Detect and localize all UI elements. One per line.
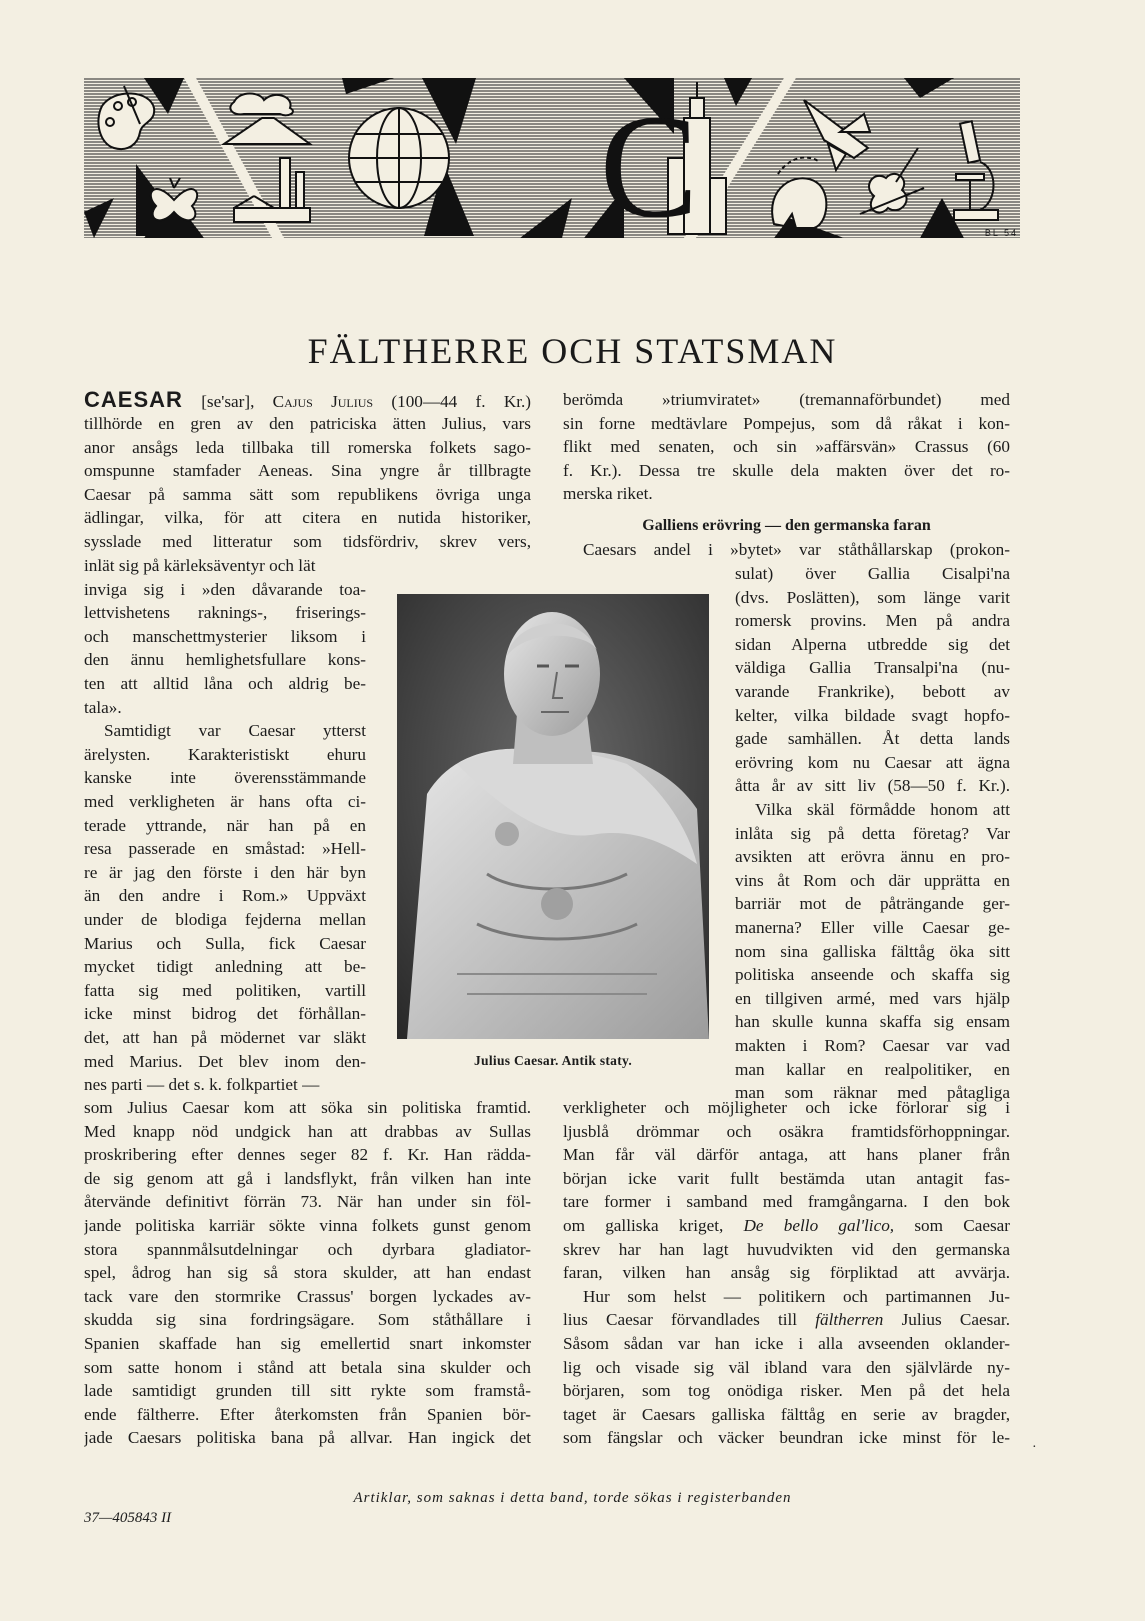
- text-line: tare former i samband med framgångarna. I den bok: [563, 1192, 1010, 1212]
- letter-c-banner: [84, 78, 1020, 249]
- text-line: man kallar en realpolitiker, en: [735, 1059, 1010, 1079]
- text-line: en tillgiven armé, med vars hjälp: [735, 988, 1010, 1008]
- text-line: spel, ådrog han sig så stora skulder, att han endast: [84, 1263, 531, 1283]
- text-line: lig och visade sig väl ibland vara den självlärde ny-: [563, 1357, 1010, 1377]
- photo-caption: Julius Caesar. Antik staty.: [473, 1053, 632, 1068]
- hur-post: Julius Caesar.: [901, 1310, 1010, 1330]
- text-line: Såsom sådan var han icke i alla avseenden oklander-: [563, 1334, 1010, 1353]
- text-line: resa passerade en småstad: »Hell-: [84, 839, 366, 859]
- text-line: inlåta sig på detta företag? Var: [735, 823, 1010, 843]
- text-line: det, att han på mödernet var släkt: [84, 1028, 366, 1047]
- text-line: Hur som helst — politikern och partimannen Ju-: [583, 1286, 1010, 1306]
- text-line: tack vare den stormrike Crassus' borgen lyckades av-: [84, 1286, 531, 1306]
- text-line: lade samtidigt grunden till sitt rykte som framstå-: [84, 1381, 531, 1401]
- text-line: som satte honom i stånd att betala sina skulder och: [84, 1357, 531, 1377]
- text-line: flikt med senaten, och sin »affärsvän» Crassus (60: [563, 437, 1010, 457]
- text-line: skudda sig sina fordringsägare. Som ståthållare i: [84, 1310, 531, 1330]
- text-line: ärelysten. Karakteristiskt ehuru: [84, 744, 366, 764]
- text-line: som Julius Caesar kom att söka sin politiska framtid.: [84, 1098, 531, 1117]
- headword-line: [84, 388, 531, 412]
- text-line: mycket tidigt anledning att be-: [84, 957, 366, 977]
- text-line: med Marius. Det blev inom den-: [84, 1051, 366, 1071]
- text-line: tillhörde en gren av den patriciska ätten Julius, vars: [84, 414, 531, 433]
- caesar-statue-photo: [397, 594, 709, 1039]
- text-line: merska riket.: [563, 484, 653, 504]
- section-heading: Galliens erövring — den germanska faran: [642, 517, 931, 534]
- text-line: kanske inte överensstämmande: [84, 768, 366, 788]
- text-line: som fängslar och väcker beundran icke minst för le-: [563, 1428, 1010, 1448]
- text-line: de sig genom att gå i landsflykt, från vilken han inte: [84, 1168, 531, 1188]
- text-line: nes parti — det s. k. folkpartiet —: [84, 1075, 320, 1095]
- text-line: jade Caesars politiska bana på allvar. Han ingick det: [84, 1428, 531, 1448]
- text-line: Vilka skäl förmådde honom att: [755, 800, 1010, 819]
- text-line: under de blodiga fejderna mellan: [84, 910, 366, 929]
- text-line: makten i Rom? Caesar var vad: [735, 1036, 1010, 1055]
- text-line: än den andre i Rom.» Uppväxt: [84, 886, 366, 906]
- text-line: vins åt Rom och där upprätta en: [735, 870, 1010, 890]
- text-line: den ännu hemlighetsfullare kons-: [84, 650, 366, 670]
- text-line: kelter, vilka bildade svagt hopfo-: [735, 705, 1010, 725]
- text-line: åtta år av sitt liv (58—50 f. Kr.).: [735, 776, 1010, 796]
- banner-letter: C: [599, 85, 699, 249]
- text-line: terade yttrande, när han på en: [84, 815, 366, 835]
- text-line: romersk provins. Men på andra: [735, 611, 1010, 631]
- text-line: Spanien skaffade han sig emellertid snart inkomster: [84, 1334, 531, 1353]
- life-dates: (100—44 f. Kr.): [391, 392, 531, 411]
- text-line: ädlingar, vilka, för att citera en nutida historiker,: [84, 508, 531, 528]
- text-line: f. Kr.). Dessa tre skulle dela makten över det ro-: [563, 460, 1010, 480]
- article-title: FÄLTHERRE OCH STATSMAN: [307, 331, 838, 371]
- banner-illustration: [84, 78, 1020, 249]
- text-line: börjaren, som tog onödiga risker. Men på det hela: [563, 1381, 1010, 1401]
- text-line: [563, 1308, 1010, 1332]
- text-line: avsikten att erövra ännu en pro-: [735, 847, 1010, 867]
- text-line: fatta sig med politiken, vartill: [84, 980, 366, 1000]
- text-line: sidan Alperna utbredde sig det: [735, 634, 1010, 654]
- text-line: Marius och Sulla, fick Caesar: [84, 933, 366, 953]
- text-line: nom sina galliska fälttåg öka sitt: [735, 941, 1010, 961]
- text-line: [563, 1214, 1010, 1238]
- text-line: omspunne stamfader Aeneas. Sina yngre år tillbragte: [84, 461, 531, 481]
- book-pre: om galliska kriget,: [563, 1216, 724, 1235]
- text-line: faran, vilken han ansåg sig förpliktad att avvärja.: [563, 1263, 1010, 1283]
- full-name: Cajus Julius: [272, 392, 374, 411]
- book-title: De bello gal'lico,: [743, 1216, 895, 1235]
- text-line: han skulle kunna skaffa sig ensam: [735, 1012, 1010, 1032]
- book-post: som Caesar: [914, 1216, 1010, 1235]
- text-line: varande Frankrike), bebott av: [735, 682, 1010, 701]
- text-line: återvände definitivt förrän 73. När han under sin föl-: [84, 1192, 531, 1212]
- column2-paragraph-start: Caesars andel i »bytet» var ståthållarskap (prokon-: [583, 540, 1010, 559]
- text-line: Med knapp nöd undgick han att drabbas av Sullas: [84, 1121, 531, 1141]
- text-line: man som räknar med påtagliga: [735, 1083, 1010, 1103]
- continuation-mark: ·: [1032, 1440, 1037, 1455]
- text-line: re är jag den förste i den här byn: [84, 862, 366, 882]
- text-line: gade samhällen. Åt detta lands: [735, 729, 1010, 749]
- print-number: 37—405843 II: [84, 1510, 172, 1526]
- text-line: Samtidigt var Caesar ytterst: [104, 721, 366, 741]
- text-line: sysslade med litteratur som tidsfördriv, skrev vers,: [84, 532, 531, 551]
- footer-note: Artiklar, som saknas i detta band, torde sökas i registerbanden: [353, 1490, 792, 1506]
- text-line: skrev har han lagt huvudvikten vid den germanska: [563, 1239, 1010, 1259]
- text-line: början icke varit fullt bestämda utan antagit fas-: [563, 1168, 1010, 1188]
- text-line: barriär mot de påträngande ger-: [735, 894, 1010, 914]
- text-line: inviga sig i »den dåvarande toa-: [84, 579, 366, 599]
- text-line: ljusblå drömmar och osäkra framtidsförhoppningar.: [563, 1121, 1010, 1141]
- text-line: sulat) över Gallia Cisalpi'na: [735, 564, 1010, 583]
- text-line: inlät sig på kärleksäventyr och lät: [84, 556, 316, 575]
- headword: CAESAR: [84, 388, 183, 412]
- text-line: icke minst bidrog det förhållan-: [84, 1004, 366, 1024]
- text-line: väldiga Gallia Transalpi'na (nu-: [735, 658, 1010, 678]
- hur-pre: lius Caesar förvandlades till: [563, 1310, 798, 1330]
- text-line: berömda »triumviratet» (tremannaförbundet) med: [563, 390, 1010, 409]
- text-line: stora spannmålsutdelningar och dyrbara gladiator-: [84, 1239, 531, 1259]
- hur-em: fältherren: [815, 1310, 884, 1330]
- text-line: ten att alltid låna och aldrig be-: [84, 674, 366, 693]
- text-line: lettvishetens raknings-, friserings-: [84, 603, 366, 623]
- globe-icon: [349, 108, 449, 208]
- text-line: politiska anseende och skaffa sig: [735, 965, 1010, 985]
- artist-signature: BL 54: [984, 228, 1018, 238]
- text-line: proskribering efter dennes seger 82 f. Kr. Han rädda-: [84, 1145, 531, 1165]
- text-line: ende fältherre. Efter återkomsten från Spanien bör-: [84, 1404, 531, 1424]
- text-line: (dvs. Poslätten), som länge varit: [735, 587, 1010, 607]
- text-line: manerna? Eller ville Caesar ge-: [735, 918, 1010, 937]
- text-line: Caesar på samma sätt som republikens övriga unga: [84, 484, 531, 504]
- text-line: jande politiska karriär sökte vinna folkets gunst genom: [84, 1216, 531, 1235]
- text-line: verkligheter och möjligheter och icke förlorar sig i: [563, 1098, 1010, 1117]
- text-line: anor ansågs leda tillbaka till romerska folkets sago-: [84, 437, 531, 457]
- text-line: erövring kom nu Caesar att ägna: [735, 752, 1010, 772]
- text-line: med verkligheten är hans ofta ci-: [84, 792, 366, 811]
- text-line: och manschettmysterier liksom i: [84, 626, 366, 646]
- text-line: sin forne medtävlare Pompejus, som då råkat i kon-: [563, 413, 1010, 433]
- pronunciation: [se'sar],: [201, 392, 255, 411]
- text-line: Man får väl därför antaga, att hans planer från: [563, 1145, 1010, 1165]
- text-line: tala».: [84, 697, 122, 717]
- text-line: taget är Caesars galliska fälttåg en serie av bragder,: [563, 1404, 1010, 1424]
